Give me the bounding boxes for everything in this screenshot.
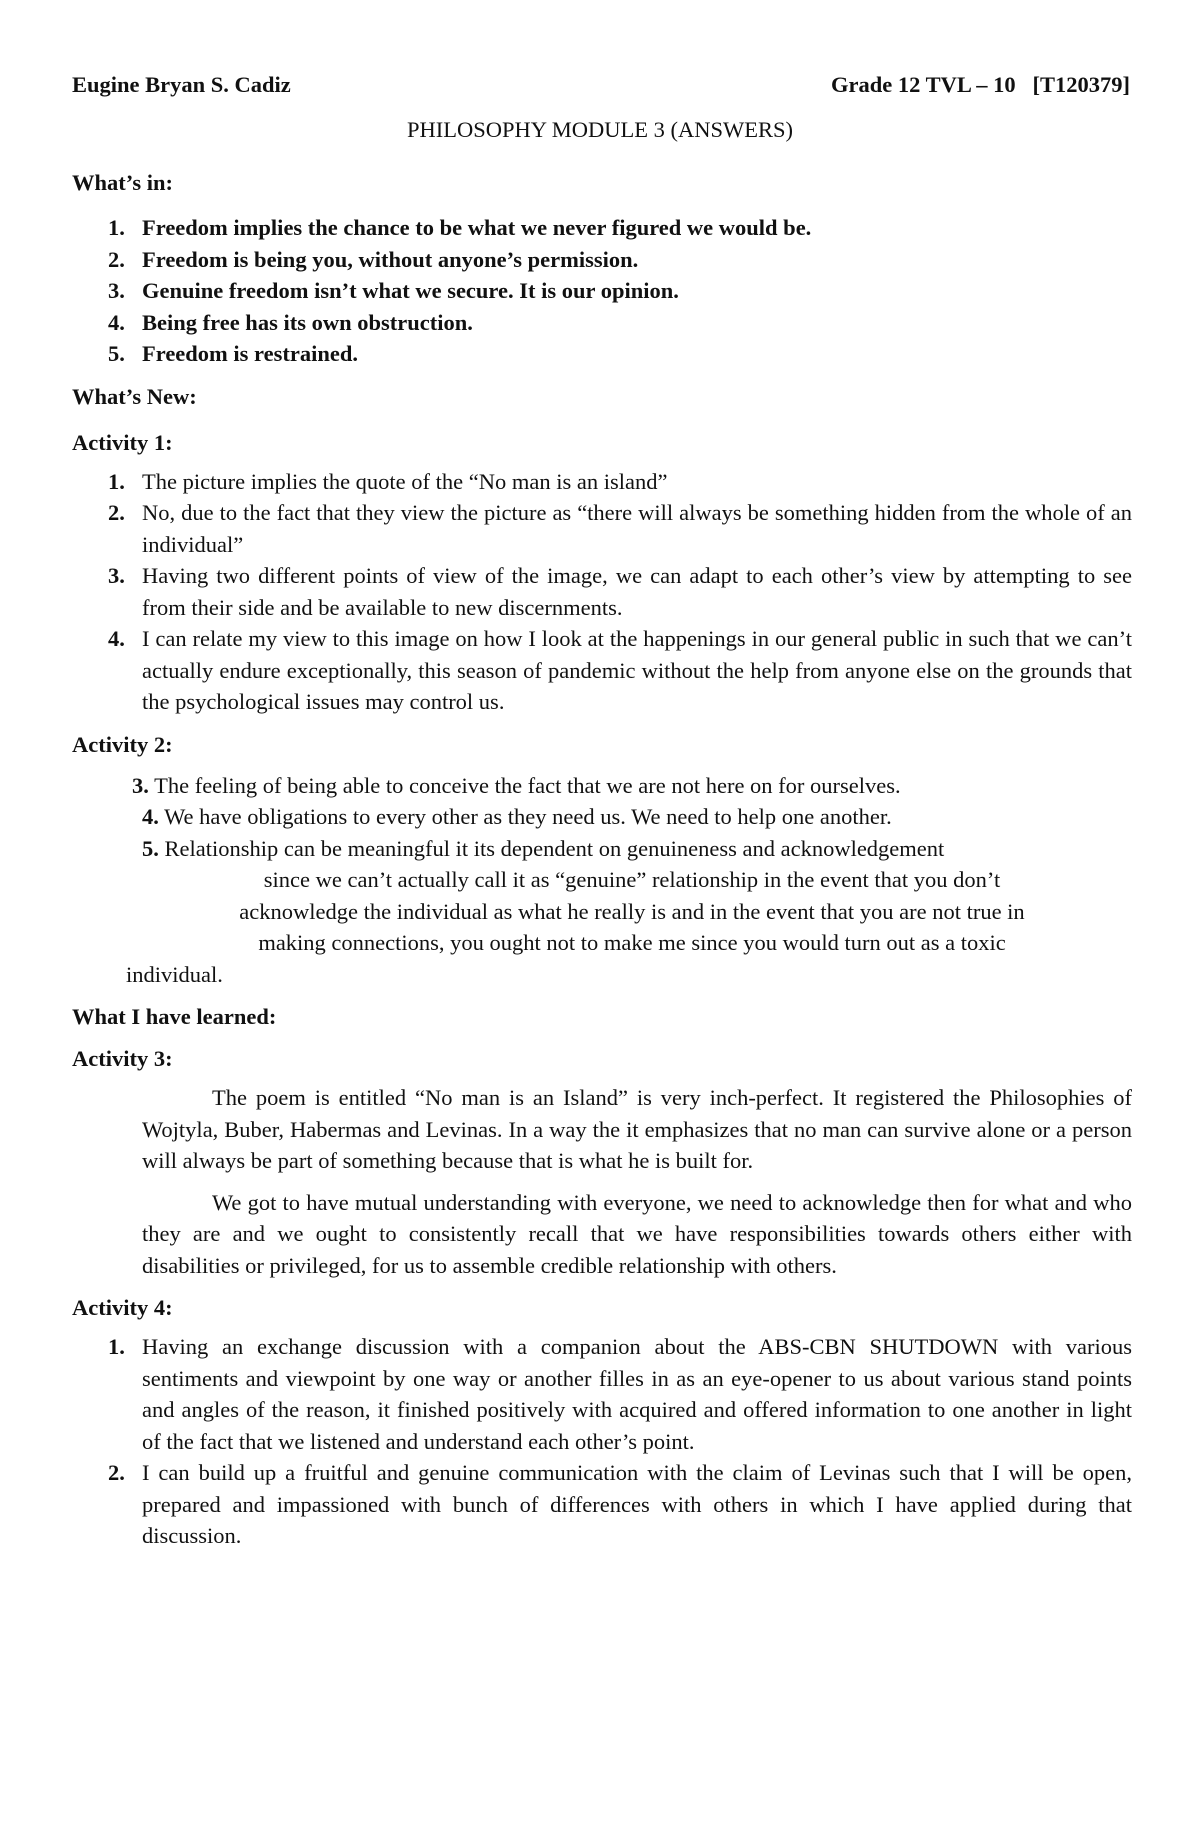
- activity-4-list: [72, 1331, 1132, 1552]
- activity-4-heading: Activity 4:: [72, 1295, 173, 1320]
- list-item: 4. I can relate my view to this image on how I look at the happenings in our general public in such that we can’t actually endure exceptionally, this season of pandemic without the help from anyone else on the grounds that the psychological issues may control us.: [108, 626, 1132, 714]
- list-item: 5. Freedom is restrained.: [108, 341, 359, 366]
- list-item: 2. I can build up a fruitful and genuine communication with the claim of Levinas such that I will be open, prepared and impassioned with bunch of differences with others in which I have applied during that discussion.: [108, 1460, 1132, 1548]
- list-item: 4. Being free has its own obstruction.: [108, 309, 473, 335]
- list-item: 2. No, due to the fact that they view the picture as “there will always be something hidden from the whole of an individual”: [108, 500, 1132, 557]
- activity-1-heading: Activity 1:: [72, 429, 173, 455]
- list-item: 1. Having an exchange discussion with a companion about the ABS-CBN SHUTDOWN with various sentiments and viewpoint by one way or another filles in as an eye-opener to us about various stand points and angles of the reason, it finished positively with acquired and offered information to one another in light of the fact that we listened and understand each other’s point.: [108, 1334, 1132, 1454]
- whats-in-list: [72, 212, 1132, 370]
- list-item: 3. Having two different points of view of the image, we can adapt to each other’s view by attempting to see from their side and be available to new discernments.: [108, 563, 1132, 620]
- continuation-line: making connections, you ought not to make me since you would turn out as a toxic: [258, 930, 1006, 955]
- header: [72, 72, 1130, 102]
- activity-2-answers: [126, 770, 1132, 991]
- activity-2-heading: Activity 2:: [72, 731, 173, 757]
- answer-line: 3. The feeling of being able to conceive the fact that we are not here on for ourselves.: [132, 772, 901, 798]
- document-body: [72, 168, 1132, 1552]
- activity-3-paragraph: The poem is entitled “No man is an Island” is very inch-perfect. It registered the Philosophies of Wojtyla, Buber, Habermas and Levinas. In a way the it emphasizes that no man can survive alone or a person will always be part of something because that is what he is built for.: [142, 1085, 1132, 1173]
- list-item: 3. Genuine freedom isn’t what we secure. It is our opinion.: [108, 278, 679, 303]
- list-item: 2. Freedom is being you, without anyone’s permission.: [108, 246, 639, 272]
- whats-in-heading: What’s in:: [72, 170, 174, 195]
- activity-3-paragraph: We got to have mutual understanding with everyone, we need to acknowledge then for what and who they are and we ought to consistently recall that we have responsibilities towards others either with disabilities or privileged, for us to assemble credible relationship with others.: [142, 1189, 1132, 1278]
- continuation-line: since we can’t actually call it as “genuine” relationship in the event that you don’t: [263, 867, 1001, 892]
- answer-line: 5. Relationship can be meaningful it its dependent on genuineness and acknowledgement: [142, 835, 945, 861]
- whats-new-heading: What’s New:: [72, 383, 197, 409]
- activity-3-heading: Activity 3:: [72, 1046, 173, 1071]
- document-title: PHILOSOPHY MODULE 3 (ANSWERS): [406, 117, 794, 142]
- continuation-line: individual.: [126, 961, 223, 987]
- student-name: Eugine Bryan S. Cadiz: [72, 72, 291, 97]
- list-item: 1. Freedom implies the chance to be what we never figured we would be.: [108, 215, 812, 240]
- answer-line: 4. We have obligations to every other as they need us. We need to help one another.: [142, 804, 892, 829]
- activity-1-list: [72, 466, 1132, 718]
- continuation-line: acknowledge the individual as what he really is and in the event that you are not true in: [239, 898, 1025, 924]
- learned-heading: What I have learned:: [72, 1004, 277, 1029]
- list-item: 1. The picture implies the quote of the “No man is an island”: [108, 468, 668, 494]
- grade-section: Grade 12 TVL – 10 [T120379]: [831, 72, 1130, 97]
